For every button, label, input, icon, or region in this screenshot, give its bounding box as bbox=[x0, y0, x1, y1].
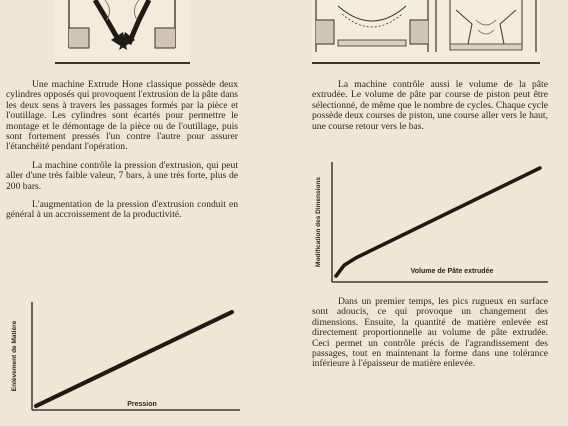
machine-illustration-left bbox=[55, 0, 190, 64]
paragraph: La machine contrôle aussi le volume de la pâte extrudée. Le volume de pâte par course de piston peut être sélectionné, de même que le nombre de cycles. Chaque cycle possède deux courses de piston, une course aller vers le haut, une course retour vers le bas. bbox=[312, 79, 548, 132]
series-line bbox=[36, 312, 232, 406]
paragraph: Une machine Extrude Hone classique possède deux cylindres opposés qui provoquent l'extrusion de la pâte dans les deux sens à travers les passages formés par la pièce et l'outillage. Les cylindres sont écartés pour permettre le montage et le démontage de la pièce ou de l'outillage, puis sont fortement pressés l'un contre l'autre pour assurer l'étanchéité pendant l'opération. bbox=[6, 79, 238, 153]
x-axis-label: Pression bbox=[127, 401, 157, 408]
series-line bbox=[336, 168, 540, 276]
right-text-column-bottom bbox=[312, 297, 548, 378]
y-axis-label: Enlèvement de Matière bbox=[11, 320, 18, 392]
paragraph: L'augmentation de la pression d'extrusion conduit en général à un accroissement de la productivité. bbox=[6, 199, 238, 221]
machine-illustration-right-b bbox=[432, 0, 540, 64]
left-text-column bbox=[6, 80, 238, 229]
x-axis-label: Volume de Pâte extrudée bbox=[410, 268, 494, 275]
chart-dimension-change bbox=[312, 160, 552, 295]
y-axis-label: Modification des Dimensions bbox=[315, 177, 322, 267]
paragraph: La machine contrôle la pression d'extrusion, qui peut aller d'une très faible valeur, 7 bars, à une très forte, plus de 200 bars. bbox=[6, 159, 238, 192]
chart-material-removal bbox=[4, 298, 244, 421]
right-text-column-top bbox=[312, 80, 548, 140]
machine-illustration-right-a bbox=[312, 0, 432, 64]
paragraph: Dans un premier temps, les pics rugueux en surface sont adoucis, ce qui provoque un changement des dimensions. Ensuite, la quantité de matière enlevée est directement proportionnelle au volume de pâte extrudée. Ceci permet un contrôle précis de l'agrandissement des passages, tout en maintenant la forme dans une tolérance inférieure à l'épaisseur de matière enlevée. bbox=[312, 296, 548, 370]
